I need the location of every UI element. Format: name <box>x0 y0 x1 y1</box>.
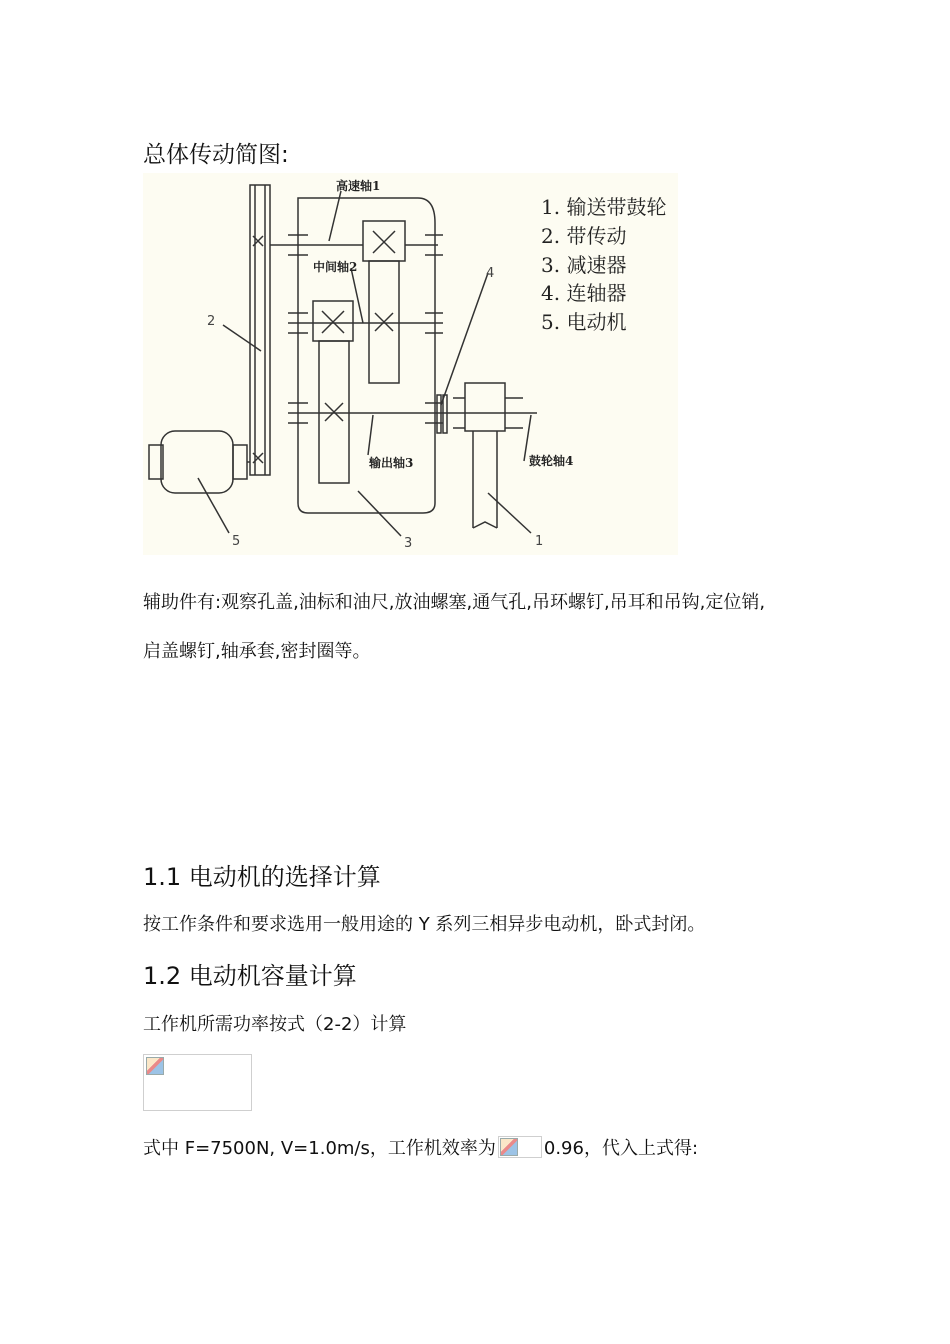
section-1-1-paragraph: 按工作条件和要求选用一般用途的 Y 系列三相异步电动机，卧式封闭。 <box>143 914 706 935</box>
number-1: 1 <box>535 534 544 549</box>
section-1-2-heading: 1.2 电动机容量计算 <box>143 962 357 990</box>
efficiency-symbol-image <box>498 1136 542 1158</box>
number-3: 3 <box>404 536 413 551</box>
label-output-shaft: 输出轴3 <box>369 456 414 470</box>
formula-line <box>143 1134 698 1160</box>
aux-parts-line-2: 启盖螺钉,轴承套,密封圈等。 <box>143 641 371 662</box>
overview-heading: 总体传动简图: <box>143 142 289 168</box>
formula-image-placeholder <box>143 1054 252 1111</box>
number-4: 4 <box>486 266 495 281</box>
transmission-diagram <box>143 173 678 555</box>
label-high-speed-shaft: 高速轴1 <box>336 179 381 193</box>
transmission-diagram-svg <box>143 173 678 555</box>
number-5: 5 <box>232 534 241 549</box>
legend-item-5: 5. 电动机 <box>541 310 627 334</box>
legend-item-2: 2. 带传动 <box>541 224 627 248</box>
number-2: 2 <box>207 314 216 329</box>
formula-line-suffix: 0.96，代入上式得: <box>543 1138 699 1159</box>
broken-image-icon <box>500 1138 518 1156</box>
section-1-2-paragraph: 工作机所需功率按式（2-2）计算 <box>143 1014 407 1035</box>
broken-image-icon <box>146 1057 164 1075</box>
formula-line-prefix: 式中 F=7500N, V=1.0m/s，工作机效率为 <box>143 1138 496 1159</box>
section-1-1-heading: 1.1 电动机的选择计算 <box>143 863 381 891</box>
aux-parts-line-1: 辅助件有:观察孔盖,油标和油尺,放油螺塞,通气孔,吊环螺钉,吊耳和吊钩,定位销, <box>143 592 766 613</box>
legend-item-3: 3. 减速器 <box>541 253 627 277</box>
label-drum-shaft: 鼓轮轴4 <box>529 454 574 468</box>
legend-item-1: 1. 输送带鼓轮 <box>541 195 667 219</box>
label-middle-shaft: 中间轴2 <box>313 260 358 274</box>
legend-item-4: 4. 连轴器 <box>541 281 627 305</box>
